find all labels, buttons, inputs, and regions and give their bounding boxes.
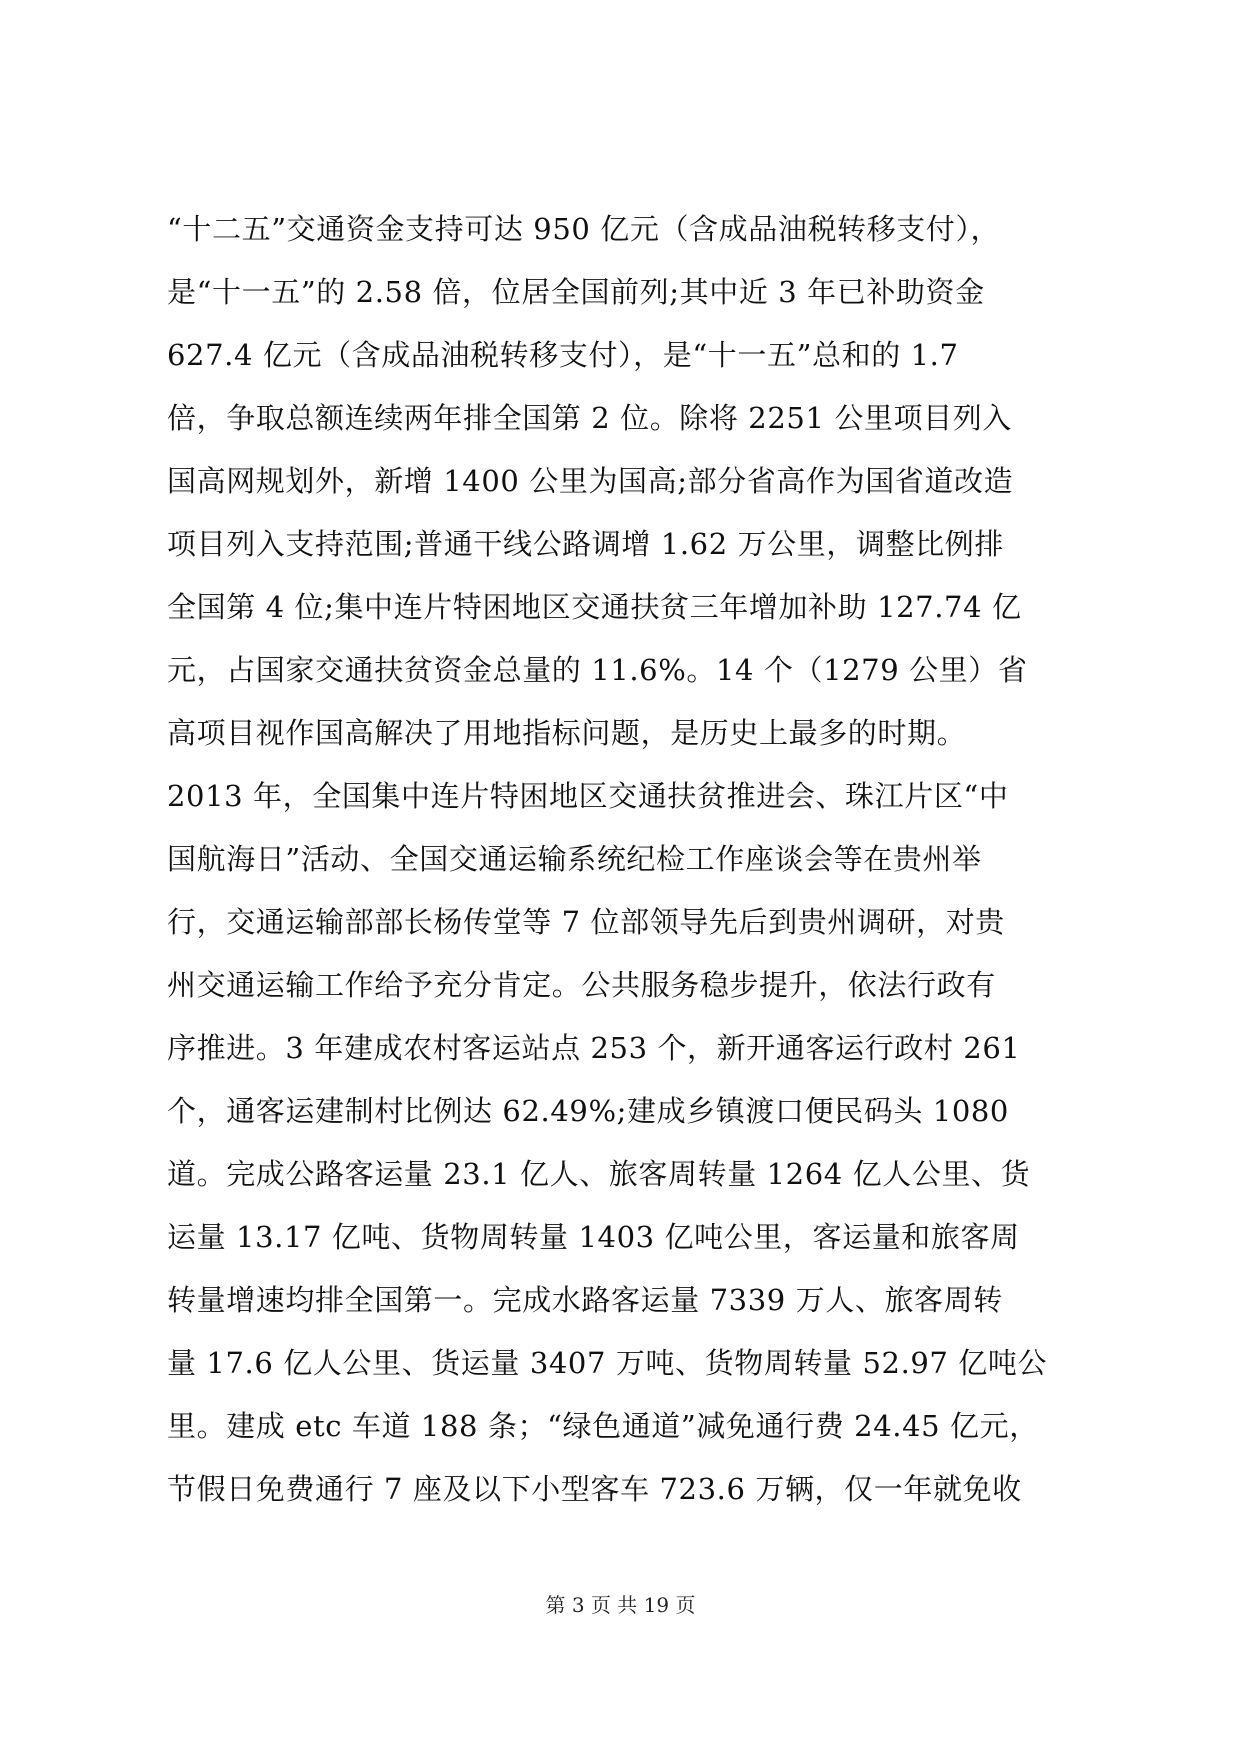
text-line: 转量增速均排全国第一。完成水路客运量 7339 万人、旅客周转 <box>167 1283 1003 1317</box>
text-line: 行，交通运输部部长杨传堂等 7 位部领导先后到贵州调研，对贵 <box>167 905 1005 939</box>
text-line: 倍，争取总额连续两年排全国第 2 位。除将 2251 公里项目列入 <box>167 401 1012 435</box>
text-line: 国航海日”活动、全国交通运输系统纪检工作座谈会等在贵州举 <box>167 842 982 876</box>
text-line: 量 17.6 亿人公里、货运量 3407 万吨、货物周转量 52.97 亿吨公 <box>167 1346 1048 1380</box>
text-line: 里。建成 etc 车道 188 条；“绿色通道”减免通行费 24.45 亿元， <box>167 1409 1039 1443</box>
text-line: 个，通客运建制村比例达 62.49%;建成乡镇渡口便民码头 1080 <box>167 1094 1009 1128</box>
text-line: 高项目视作国高解决了用地指标问题，是历史上最多的时期。 <box>167 716 967 750</box>
text-line: 是“十一五”的 2.58 倍，位居全国前列;其中近 3 年已补助资金 <box>167 275 985 309</box>
page-footer <box>0 1591 1241 1619</box>
text-line: 项目列入支持范围;普通干线公路调增 1.62 万公里，调整比例排 <box>167 527 1004 561</box>
page-number-label: 第 3 页 共 19 页 <box>545 1593 696 1617</box>
text-line: “十二五”交通资金支持可达 950 亿元（含成品油税转移支付）， <box>167 212 1001 246</box>
text-line: 国高网规划外，新增 1400 公里为国高;部分省高作为国省道改造 <box>167 464 1014 498</box>
text-line: 道。完成公路客运量 23.1 亿人、旅客周转量 1264 亿人公里、货 <box>167 1157 1031 1191</box>
text-line: 2013 年，全国集中连片特困地区交通扶贫推进会、珠江片区“中 <box>167 779 1009 813</box>
text-line: 序推进。3 年建成农村客运站点 253 个，新开通客运行政村 261 <box>167 1031 1021 1065</box>
body-paragraph <box>167 198 1077 1521</box>
text-line: 州交通运输工作给予充分肯定。公共服务稳步提升，依法行政有 <box>167 968 996 1002</box>
text-line: 元，占国家交通扶贫资金总量的 11.6%。14 个（1279 公里）省 <box>167 653 1028 687</box>
text-line: 运量 13.17 亿吨、货物周转量 1403 亿吨公里，客运量和旅客周 <box>167 1220 1020 1254</box>
text-line: 627.4 亿元（含成品油税转移支付），是“十一五”总和的 1.7 <box>167 338 959 372</box>
text-line: 节假日免费通行 7 座及以下小型客车 723.6 万辆，仅一年就免收 <box>167 1472 1022 1506</box>
text-line: 全国第 4 位;集中连片特困地区交通扶贫三年增加补助 127.74 亿 <box>167 590 1022 624</box>
